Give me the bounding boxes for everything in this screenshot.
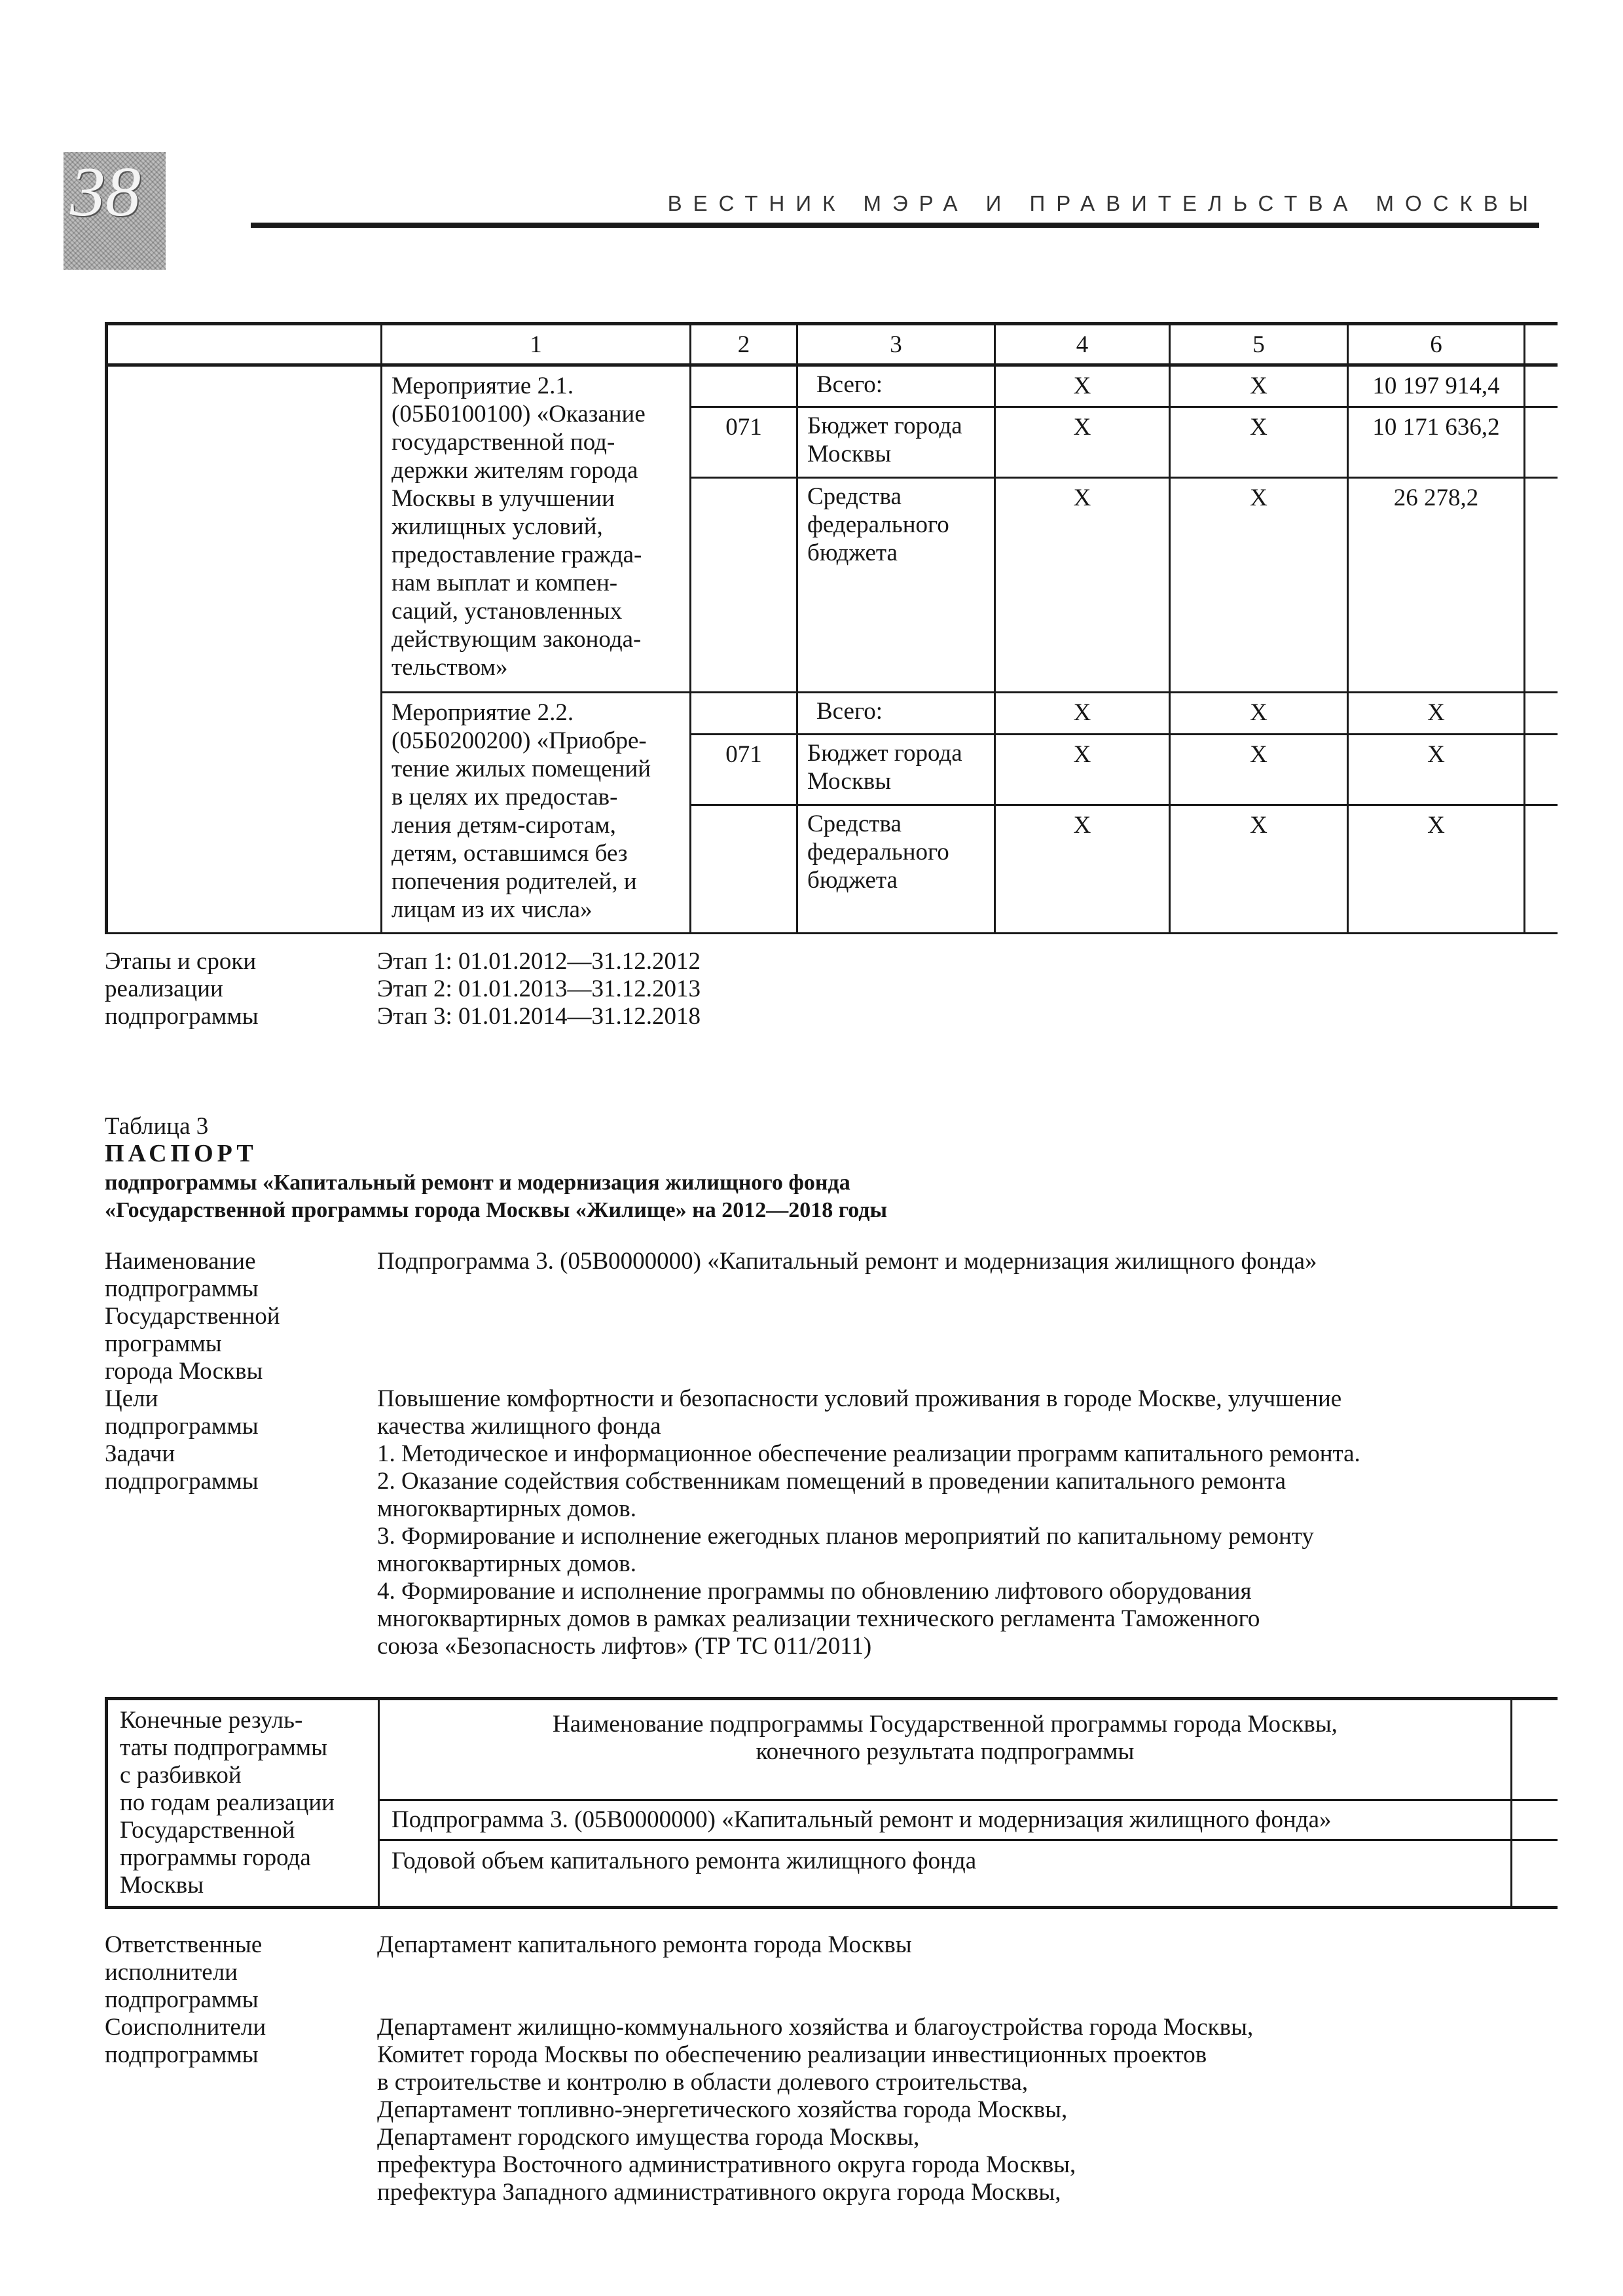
stages-label: Этапы и сроки реализации подпрограммы [105, 948, 259, 1030]
code-cell [691, 478, 797, 693]
value-cell: Х [995, 478, 1170, 693]
results-header: Наименование подпрограммы Государственной программы города Москвы, конечного результата подпрограммы [379, 1699, 1512, 1800]
header-cell: 4 [995, 324, 1170, 365]
responsible-value: Департамент капитального ремонта города Москвы [377, 1931, 912, 1958]
results-label: Конечные резуль- таты подпрограммы с разбивкой по годам реализации Государственной программы города Москвы [107, 1699, 379, 1908]
results-row-subprogram: Подпрограмма 3. (05В0000000) «Капитальный ремонт и модернизация жилищного фонда» [379, 1800, 1512, 1840]
empty-cell [1512, 1800, 1558, 1840]
value-cell: 26 278,2 [1348, 478, 1525, 693]
empty-cell [1525, 735, 1558, 805]
header-cell: 2 [691, 324, 797, 365]
source-cell: Всего: [797, 365, 995, 407]
code-cell [691, 805, 797, 934]
value-cell: Х [995, 407, 1170, 478]
journal-title: ВЕСТНИК МЭРА И ПРАВИТЕЛЬСТВА МОСКВЫ [667, 191, 1539, 215]
source-cell: Средства федерального бюджета [797, 805, 995, 934]
header-cell: 6 [1348, 324, 1525, 365]
table-row [107, 1699, 1558, 1800]
column-number-row [107, 324, 1558, 365]
value-cell: 10 171 636,2 [1348, 407, 1525, 478]
tasks-value: 1. Методическое и информационное обеспечение реализации программ капитального ремонта. 2. Оказание содействия собственникам помещений в проведении капитального ремонта многоквартирных домов. 3. Формирование и исполнение ежегодных планов мероприятий по капитальному ремонту многоквартирных домов. 4. Формирование и исполнение программы по обновлению лифтового оборудования многоквартирных домов в рамках реализации технического регламента Таможенного союза «Безопасность лифтов» (ТР ТС 011/2011) [377, 1440, 1360, 1660]
value-cell: Х [1170, 478, 1348, 693]
value-cell: Х [1348, 805, 1525, 934]
value-cell: Х [995, 805, 1170, 934]
empty-cell [1525, 805, 1558, 934]
header-cell: 1 [382, 324, 691, 365]
passport-subtitle: подпрограммы «Капитальный ремонт и модернизация жилищного фонда «Государственной программы города Москвы «Жилище» на 2012—2018 годы [105, 1171, 888, 1222]
source-cell: Бюджет города Москвы [797, 407, 995, 478]
empty-cell [107, 365, 382, 934]
page-number-badge [64, 152, 166, 270]
code-cell: 071 [691, 407, 797, 478]
measure-2-2: Мероприятие 2.2. (05Б0200200) «Приобре- тение жилых помещений в целях их предостав- ления детям-сиротам, детям, оставшимся без попечения родителей, и лицам из их числа» [382, 693, 691, 934]
empty-cell [1512, 1699, 1558, 1800]
value-cell: Х [1170, 693, 1348, 735]
page-number: 38 [70, 153, 141, 231]
table-caption: Таблица 3 [105, 1113, 209, 1140]
header-cell [107, 324, 382, 365]
value-cell: 10 197 914,4 [1348, 365, 1525, 407]
empty-cell [1525, 693, 1558, 735]
value-cell: Х [995, 735, 1170, 805]
tasks-label: Задачи подпрограммы [105, 1440, 259, 1495]
value-cell: Х [1348, 735, 1525, 805]
results-table [105, 1697, 1558, 1909]
code-cell [691, 365, 797, 407]
value-cell: Х [995, 365, 1170, 407]
responsible-label: Ответственные исполнители подпрограммы [105, 1931, 263, 2013]
measure-2-1: Мероприятие 2.1. (05Б0100100) «Оказание государственной под- держки жителям города Москвы в улучшении жилищных условий, предоставление гражда- нам выплат и компен- саций, установленных действующим законода- тельством» [382, 365, 691, 693]
passport-heading: ПАСПОРТ [105, 1140, 257, 1167]
source-cell: Бюджет города Москвы [797, 735, 995, 805]
code-cell [691, 693, 797, 735]
value-cell: Х [1170, 365, 1348, 407]
source-cell: Всего: [797, 693, 995, 735]
header-cell: 3 [797, 324, 995, 365]
funding-table [105, 322, 1558, 934]
coexecutors-values: Департамент жилищно-коммунального хозяйства и благоустройства города Москвы, Комитет города Москвы по обеспечению реализации инвестиционных проектов в строительстве и контролю в области долевого строительства, Департамент топливно-энергетического хозяйства города Москвы, Департамент городского имущества города Москвы, префектура Восточного административного округа города Москвы, префектура Западного административного округа города Москвы, [377, 2014, 1254, 2206]
code-cell: 071 [691, 735, 797, 805]
coexecutors-label: Соисполнители подпрограммы [105, 2014, 266, 2068]
value-cell: Х [1170, 407, 1348, 478]
header-cell [1525, 324, 1558, 365]
empty-cell [1525, 478, 1558, 693]
table-row [107, 365, 1558, 407]
stages-values: Этап 1: 01.01.2012—31.12.2012 Этап 2: 01.01.2013—31.12.2013 Этап 3: 01.01.2014—31.12.2018 [377, 948, 701, 1030]
name-label: Наименование подпрограммы Государственной программы города Москвы [105, 1248, 280, 1385]
name-value: Подпрограмма 3. (05В0000000) «Капитальный ремонт и модернизация жилищного фонда» [377, 1248, 1317, 1275]
header-rule [251, 223, 1539, 228]
empty-cell [1512, 1840, 1558, 1908]
goals-label: Цели подпрограммы [105, 1385, 259, 1440]
value-cell: Х [1348, 693, 1525, 735]
value-cell: Х [1170, 805, 1348, 934]
value-cell: Х [1170, 735, 1348, 805]
header-cell: 5 [1170, 324, 1348, 365]
empty-cell [1525, 407, 1558, 478]
source-cell: Средства федерального бюджета [797, 478, 995, 693]
goals-value: Повышение комфортности и безопасности условий проживания в городе Москве, улучшение качества жилищного фонда [377, 1385, 1342, 1440]
empty-cell [1525, 365, 1558, 407]
results-row-volume: Годовой объем капитального ремонта жилищного фонда [379, 1840, 1512, 1908]
value-cell: Х [995, 693, 1170, 735]
